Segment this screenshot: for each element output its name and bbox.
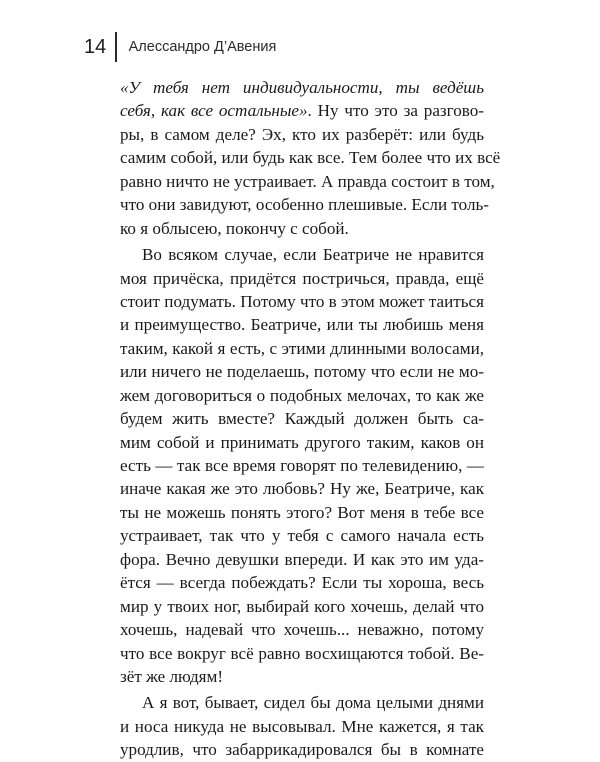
text-line	[120, 76, 484, 99]
text-line: уродлив, что забаррикадировался бы в комнате	[120, 740, 484, 760]
page-number: 14	[84, 36, 107, 58]
italic-quote: «У тебя нет индивидуальности, ты ведёшь	[120, 78, 484, 97]
text-line: ры, в самом деле? Эх, кто их разберёт: или будь	[120, 124, 484, 144]
paragraph	[120, 691, 484, 761]
text-line: что они завидуют, особенно плешивые. Если толь-	[120, 195, 489, 215]
running-head	[84, 32, 276, 62]
text-line: ётся — всегда побеждать? Если ты хороша, весь	[120, 573, 484, 593]
text-line: ко я облысею, покончу с собой.	[120, 218, 349, 238]
text-line: устраивает, так что у тебя с самого начала есть	[120, 526, 484, 546]
text-line: себя, как все остальные». Ну что это за разгово-	[120, 101, 484, 121]
text-line: стоит подумать. Потому что в этом может таиться	[120, 291, 484, 311]
text-line: что все вокруг всё равно восхищаются тобой. Ве-	[120, 643, 484, 663]
text-line: иначе какая же это любовь? Ну же, Беатриче, как	[120, 479, 484, 499]
text-line: и преимущество. Беатриче, или ты любишь меня	[120, 315, 484, 335]
text-line: хочешь, надевай что хочешь... неважно, потому	[120, 620, 484, 640]
running-head-author: Алессандро Д’Авения	[128, 39, 277, 55]
text-line: моя причёска, придётся постричься, правда, ещё	[120, 268, 484, 288]
text-line: самим собой, или будь как все. Тем более что их всё	[120, 148, 501, 168]
text-line: или ничего не поделаешь, потому что если не мо-	[120, 362, 484, 382]
text-line: зёт же людям!	[120, 666, 224, 686]
paragraph	[120, 243, 484, 688]
text-line: и носа никуда не высовывал. Мне кажется, я так	[120, 716, 484, 736]
text-line: равно ничто не устраивает. А правда состоит в том,	[120, 171, 495, 191]
text-line: таким, какой я есть, с этими длинными волосами,	[120, 338, 484, 358]
paragraph	[120, 76, 501, 240]
text-line: жем договориться о подобных мелочах, то как же	[120, 385, 484, 405]
text-line: Во всяком случае, если Беатриче не нравится	[142, 245, 484, 265]
text-line: мим собой и принимать другого таким, каков он	[120, 432, 484, 452]
text-line: фора. Вечно девушки впереди. И как это им уда-	[120, 549, 484, 569]
text-line: ты не можешь понять этого? Вот меня в тебе все	[120, 502, 484, 522]
italic-quote: себя, как все остальные»	[120, 101, 308, 121]
text-line: мир у твоих ног, выбирай кого хочешь, делай что	[120, 596, 484, 616]
text-line: А я вот, бывает, сидел бы дома целыми днями	[142, 693, 484, 713]
body-text	[120, 76, 501, 762]
text-line: есть — так все время говорят по телевидению, —	[120, 456, 484, 475]
text-line: будем жить вместе? Каждый должен быть са-	[120, 409, 484, 429]
